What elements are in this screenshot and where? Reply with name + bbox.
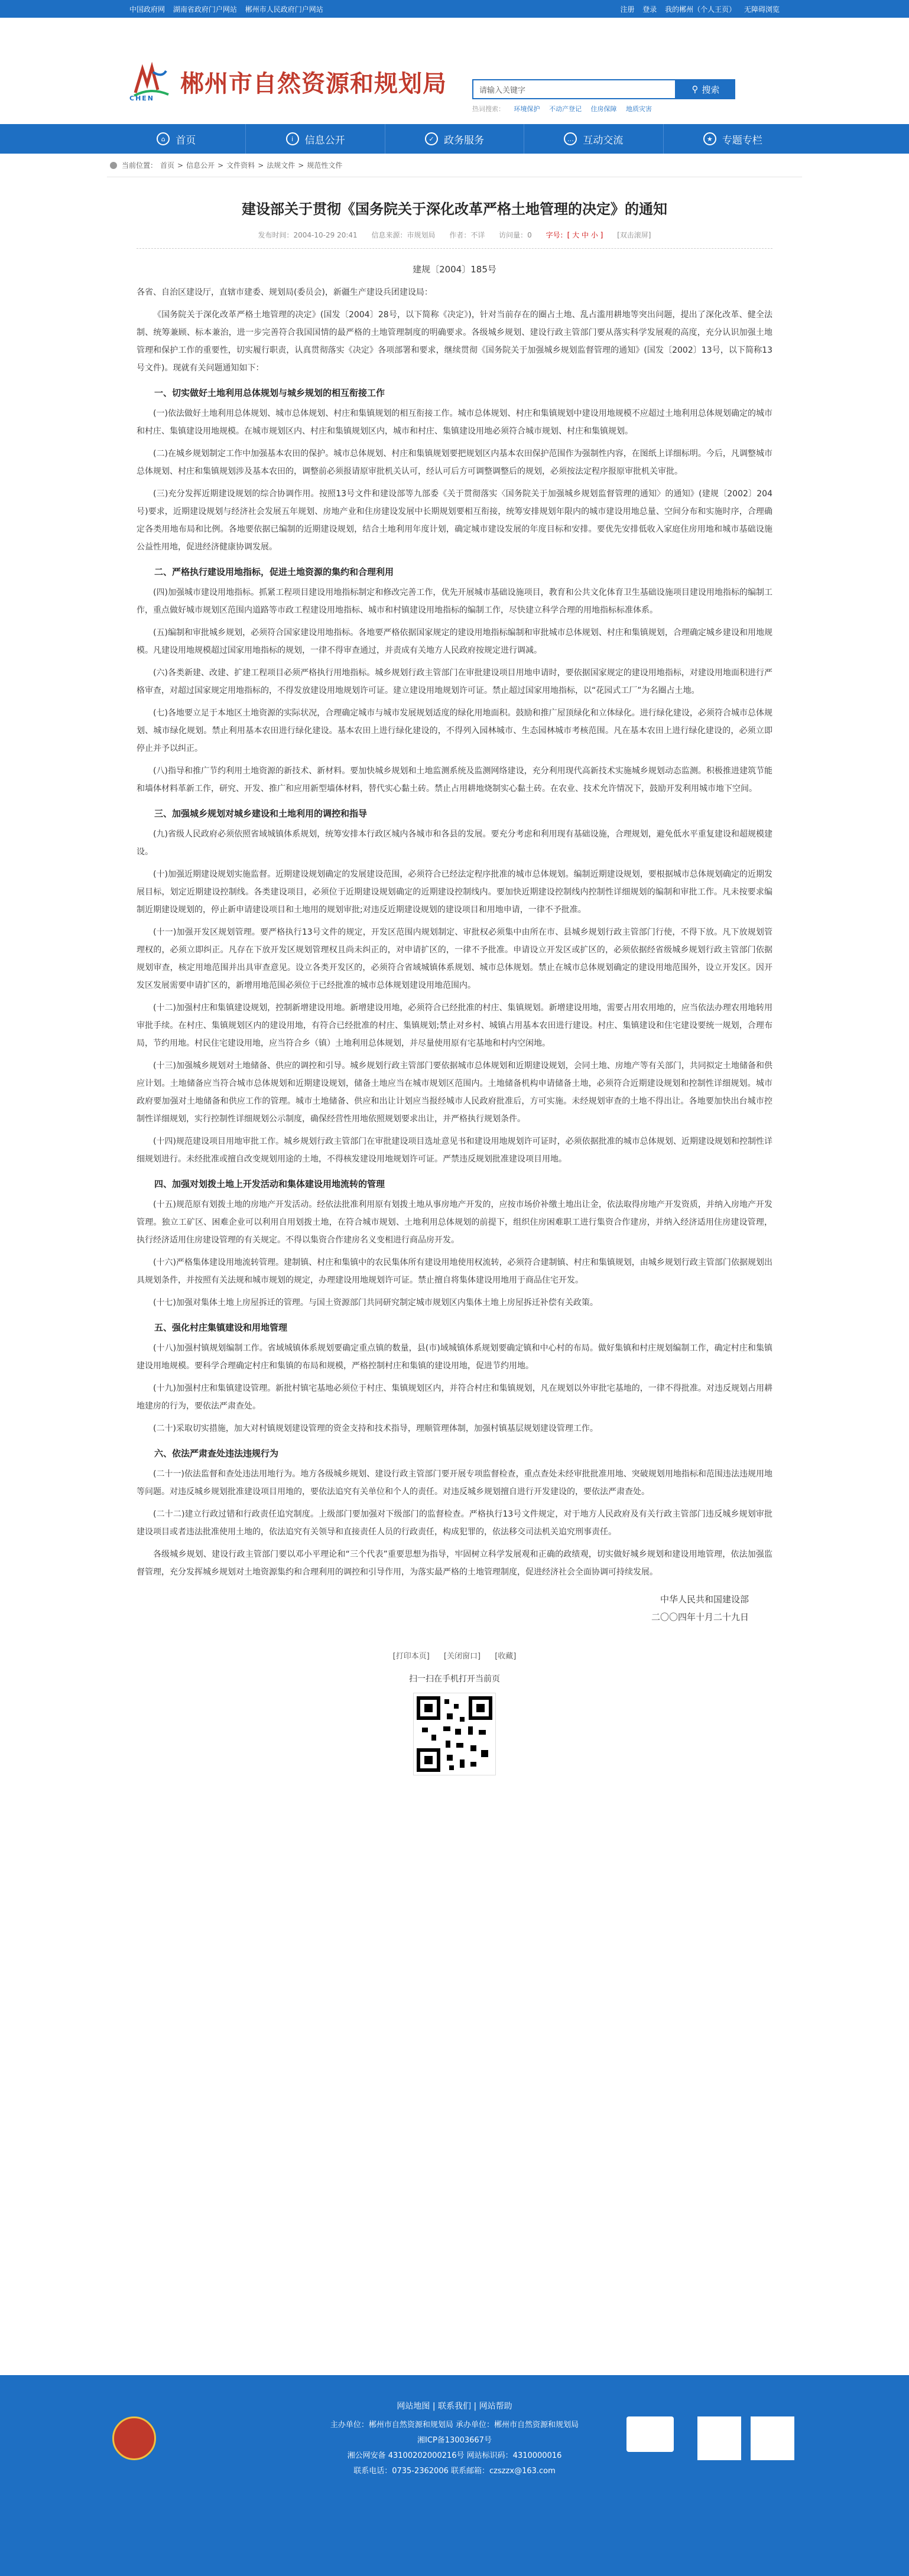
sign-org: 中华人民共和国建设部 [660, 1594, 749, 1605]
chat-icon: … [564, 132, 577, 145]
service-icon: ✓ [425, 132, 438, 145]
register-link[interactable]: 注册 [620, 5, 635, 14]
signature [137, 1591, 772, 1626]
section-paragraph: (十二)加强村庄和集镇建设规划，控制新增建设用地。新增建设用地，必须符合已经批准的村庄、集镇规划。新增建设用地，需要占用农用地的，应当依法办理农用地转用审批手续。在村庄、集镇规划区内的建设用地，有符合已经批准的村庄、集镇规划;禁止对乡村、城镇占用基本农田进行建设。村庄、集镇建设和住宅建设要统一规划，合理布局，节约用地。村民住宅建设用地，应当符合乡（镇）土地利用总体规划，并尽量使用原有宅基地和村内空闲地。 [137, 1003, 772, 1048]
print-button[interactable]: [打印本页] [392, 1652, 430, 1661]
breadcrumb-item[interactable]: 首页 [160, 161, 175, 170]
footer-info-line: 湘公网安备 43100202000216号 网站标识码：4310000016 [347, 2451, 562, 2460]
hot-words-label: 热词搜索： [472, 105, 505, 113]
search-icon: ⚲ [692, 84, 699, 95]
breadcrumb-item[interactable]: 信息公开 [186, 161, 215, 170]
breadcrumb-item[interactable]: 法规文件 [267, 161, 296, 170]
section-paragraph: (十一)加强开发区规划管理。要严格执行13号文件的规定，开发区范围内规划制定、审批权必须集中由所在市、县城乡规划行政主管部门行使，不得下放。凡下放规划管理权的，必须立即纠正。凡存在下放开发区规划管理权且尚未纠正的，对申请扩区的，一律不予批准。申请设立开发区或扩区的，必须依据经省级城乡规划行政主管部门依据规划审查，核定用地范围并出具审查意见。设立各类开发区的，必须符合省域城镇体系规划、城市总体规划。禁止在城市总体规划确定的建设用地范围外，设立开发区。因开发区发展需要申请扩区的，新增用地范围必须位于已经批准的城市总体规划建设用地范围内。 [137, 928, 772, 990]
section-heading: 四、加强对划拨土地上开发活动和集体建设用地流转的管理 [154, 1179, 385, 1189]
footer-info-line: 主办单位：郴州市自然资源和规划局 承办单位：郴州市自然资源和规划局 [330, 2421, 579, 2429]
favorite-button[interactable]: [收藏] [495, 1652, 517, 1661]
section-paragraph: (十三)加强城乡规划对土地储备、供应的调控和引导。城乡规划行政主管部门要依据城市总体规划和近期建设规划，会同土地、房地产等有关部门，共同拟定土地储备和供应计划。土地储备应当符合城市总体规划和近期建设规划，储备土地应当在城市规划区范围内。土地储备机构申请储备土地，必须符合近期建设规划和控制性详细规划。城市政府要加强对土地储备和供应工作的管理。城市土地储备、供应和出让计划应当报经城市人民政府批准后，方可实施。未经规划审查的土地不得出让。各地要加快出台城市控制性详细规划，实行控制性详细规划公示制度，确保经营性用地依照规划要求出让，并严格执行规划条件。 [137, 1061, 772, 1124]
section-paragraph: (八)指导和推广节约利用土地资源的新技术、新材料。要加快城乡规划和土地监测系统及监测网络建设，充分利用现代高新技术实施城乡规划动态监测。积极推进建筑节能和墙体材料革新工作，研究、开发、推广和应用新型墙体材料，替代实心黏土砖。禁止占用耕地烧制实心黏土砖。在农业、技术允许情况下，鼓励开发利用城市地下空间。 [137, 766, 772, 793]
section-paragraph: (三)充分发挥近期建设规划的综合协调作用。按照13号文件和建设部等九部委《关于贯彻落实〈国务院关于加强城乡规划监督管理的通知〉的通知》(建规〔2002〕204号)要求，近期建设规划与经济社会发展五年规划、房地产业和住房建设发展中长期规划要相互衔接，统筹安排规划年限内的城市建设用地总量、空间分布和实施时序，合理确定各类用地布局和比例。各地要依据已编制的近期建设规划，结合土地利用年度计划，确定城市建设发展的年度目标和安排。要优先安排低收入家庭住房用地和城市基础设施公益性用地，促进经济健康协调发展。 [137, 489, 772, 552]
hot-word[interactable]: 住房保障 [590, 105, 617, 113]
top-bar [0, 0, 909, 18]
top-link[interactable]: 中国政府网 [129, 5, 165, 14]
meta-views: 访问量：0 [499, 231, 532, 239]
section-paragraph: (十七)加强对集体土地上房屋拆迁的管理。与国土资源部门共同研究制定城市规划区内集体土地上房屋拆迁补偿有关政策。 [153, 1298, 598, 1307]
hot-word[interactable]: 地质灾害 [626, 105, 652, 113]
search-button-label: 搜索 [702, 84, 720, 95]
section-paragraph: (十八)加强村镇规划编制工作。省域城镇体系规划要确定重点镇的数量，县(市)域城镇体系规划要确定镇和中心村的布局。做好集镇和村庄规划编制工作，确定村庄和集镇建设用地规模。要科学合理确定村庄和集镇的布局和规模，严格控制村庄和集镇的建设用地，促进节约用地。 [137, 1344, 772, 1371]
scroll-toggle[interactable]: [双击滚屏] [617, 231, 651, 239]
location-icon [110, 162, 117, 169]
top-link[interactable]: 湖南省政府门户网站 [173, 5, 237, 14]
gov-emblem-icon [112, 2416, 156, 2460]
meta-source: 信息来源：市规划局 [371, 231, 436, 239]
section-heading: 二、严格执行建设用地指标，促进土地资源的集约和合理利用 [154, 567, 394, 577]
section-heading: 六、依法严肃查处违法违规行为 [154, 1448, 279, 1459]
breadcrumb-label: 当前位置： [122, 161, 158, 170]
article-title: 建设部关于贯彻《国务院关于深化改革严格土地管理的决定》的通知 [242, 201, 667, 217]
section-paragraph: (二十)采取切实措施，加大对村镇规划建设管理的资金支持和技术指导，理顺管理体制，加强村镇基层规划建设管理工作。 [153, 1424, 598, 1433]
salutation: 各省、自治区建设厅，直辖市建委、规划局(委员会)，新疆生产建设兵团建设局： [137, 288, 433, 297]
nav-info[interactable] [246, 124, 385, 154]
nav-label: 互动交流 [583, 134, 624, 147]
footer-info-line: 湘ICP备13003667号 [417, 2436, 492, 2445]
section-paragraph: (七)各地要立足于本地区土地资源的实际状况，合理确定城市与城市发展规划适度的绿化用地面积。鼓励和推广屋顶绿化和立体绿化。进行绿化建设，必须符合城市总体规划、城市绿化规划。禁止利用基本农田进行绿化建设。基本农田上进行绿化建设的，不得列入园林城市、生态园林城市考核范围。凡在基本农田上进行绿化建设的，必须立即停止并予以纠正。 [137, 708, 772, 753]
nav-label: 首页 [176, 134, 196, 147]
qr-code-icon [413, 1693, 496, 1775]
close-button[interactable]: [关闭窗口] [443, 1652, 481, 1661]
closing-paragraph: 各级城乡规划、建设行政主管部门要以邓小平理论和“三个代表”重要思想为指导，牢固树立科学发展观和正确的政绩观，切实做好城乡规划和建设用地管理，依法加强监督管理，充分发挥城乡规划对土地资源集约和合理利用的调控和引导作用，为落实最严格的土地管理制度，促进经济社会全面协调可持续发展。 [137, 1550, 772, 1577]
nav-label: 政务服务 [444, 134, 485, 147]
logo-sub-text: CHEN [129, 95, 154, 102]
section-paragraph: (十)加强近期建设规划实施监督。近期建设规划确定的发展建设范围，必须符合已经法定程序批准的城市总体规划。编制近期建设规划，要根据城市总体规划确定的近期发展目标，划定近期建设控制线。各类建设项目，必须位于近期建设规划确定的近期建设控制线内。要加快近期建设控制线内控制性详细规划的编制和审批工作。凡未按要求编制近期建设规划的，停止新申请建设项目和土地用的规划审批;对违反近期建设规划的建设项目和用地申请，一律不予批准。 [137, 870, 772, 915]
meta-date: 发布时间：2004-10-29 20:41 [258, 231, 358, 239]
footer [0, 2375, 909, 2576]
main-nav [0, 124, 909, 154]
nav-interact[interactable] [524, 124, 663, 154]
section-paragraph: (九)省级人民政府必须依照省域城镇体系规划，统筹安排本行政区城内各城市和各县的发展。要充分考虑和利用现有基础设施，合理规划，避免低水平重复建设和超规模建设。 [137, 830, 772, 857]
top-links-left [129, 4, 329, 14]
section-paragraph: (十九)加强村庄和集镇建设管理。新批村镇宅基地必须位于村庄、集镇规划区内，并符合村庄和集镇规划，凡在规划以外审批宅基地的，一律不得批准。对违反规划占用耕地建房的行为，要依法严肃查处。 [137, 1384, 772, 1411]
article-sections [137, 386, 772, 1541]
section-paragraph: (五)编制和审批城乡规划，必须符合国家建设用地指标。各地要严格依据国家规定的建设用地指标编制和审批城市总体规划、村庄和集镇规划，合理确定城乡建设和用地规模。凡建设用地规模超过国家用地指标的规划，一律不得审查通过，并责成有关地方人民政府按规定进行调减。 [137, 628, 772, 655]
weibo-qr-icon [751, 2416, 794, 2460]
font-size-control[interactable]: 字号：[ 大 中 小 ] [546, 231, 603, 239]
breadcrumb: 当前位置： 首页 > 信息公开 > 文件资料 > 法规文件 > 规范性文件 [107, 154, 802, 177]
article [107, 177, 802, 1775]
logo-icon [129, 60, 172, 103]
section-paragraph: (一)依法做好土地利用总体规划、城市总体规划、村庄和集镇规划的相互衔接工作。城市总体规划、村庄和集镇规划中建设用地规模不应超过土地利用总体规划确定的城市和村庄、集镇建设用地规模。在城市规划区内、村庄和集镇规划区内，城市和村庄、集镇建设用地必须符合城市规划、村庄和集镇规划。 [137, 409, 772, 436]
section-paragraph: (二)在城乡规划制定工作中加强基本农田的保护。城市总体规划、村庄和集镇规划要把规划区内基本农田保护范围作为强制性内容，在图纸上详细标明。今后，凡调整城市总体规划、村庄和集镇规划涉及基本农田的，调整前必须报请原审批机关认可，经认可后方可调整调整后的规划，必须按法定程序报原审批机关审批。 [137, 449, 772, 476]
doc-number: 建规〔2004〕185号 [413, 264, 496, 275]
hot-words [472, 104, 659, 113]
section-paragraph: (十六)严格集体建设用地流转管理。建制镇、村庄和集镇中的农民集体所有建设用地使用权流转，必须符合建制镇、村庄和集镇规划，由城乡规划行政主管部门依据规划出具规划条件，并按照有关法规和城市规划的规定，办理建设用地规划许可证。禁止擅自将集体建设用地用于商品住宅开发。 [137, 1258, 772, 1285]
accessibility-link[interactable]: 无障碍浏览 [744, 5, 780, 14]
footer-links[interactable]: 网站地图 | 联系我们 | 网站帮助 [397, 2402, 512, 2411]
info-icon: i [286, 132, 299, 145]
section-paragraph: (十四)规范建设项目用地审批工作。城乡规划行政主管部门在审批建设项目选址意见书和建设用地规划许可证时，必须依据批准的城市总体规划、近期建设规划和控制性详细规划进行。未经批准或擅自改变规划用途的土地，不得核发建设用地规划许可证。严禁违反规划批准建设项目用地。 [137, 1137, 772, 1164]
section-paragraph: (六)各类新建、改建、扩建工程项目必须严格执行用地指标。城乡规划行政主管部门在审批建设项目用地申请时，要依据国家规定的建设用地指标，对建设用地面积进行严格审查，对超过国家规定用地指标的，不得发放建设用地规划许可证。建立建设用地规划许可证。禁止超过国家用地指标，以“花园式工厂”为名圈占土地。 [137, 668, 772, 695]
top-link[interactable]: 郴州市人民政府门户网站 [245, 5, 323, 14]
article-tools [137, 1650, 772, 1661]
meta-author: 作者：不详 [449, 231, 485, 239]
qr-label: 扫一扫在手机打开当前页 [409, 1674, 500, 1684]
nav-label: 专题专栏 [722, 134, 762, 147]
intro-paragraph: 《国务院关于深化改革严格土地管理的决定》(国发〔2004〕28号，以下简称《决定》)，针对当前存在的圈占土地、乱占滥用耕地等突出问题，提出了深化改革、健全法制、统筹兼顾、标本兼治，进一步完善符合我国国情的最严格的土地管理制度的明确要求。各级城乡规划、建设行政主管部门要从落实科学发展观的高度，充分认识加强土地管理和保护工作的重要性，切实履行职责，认真贯彻落实《决定》各项部署和要求，继续贯彻《国务院关于加强城乡规划监督管理的通知》(国发〔2002〕13号，以下简称13号文件)。现就有关问题通知如下： [137, 310, 772, 373]
breadcrumb-item[interactable]: 文件资料 [226, 161, 255, 170]
footer-info-line: 联系电话：0735-2362006 联系邮箱：czszzx@163.com [353, 2467, 556, 2476]
site-name: 郴州市自然资源和规划局 [180, 69, 447, 97]
site-logo[interactable] [129, 60, 447, 103]
section-paragraph: (十五)规范原有划拨土地的房地产开发活动。经依法批准利用原有划拨土地从事房地产开发的，应按市场价补缴土地出让金，依法取得房地产开发资质，并纳入房地产开发管理。独立工矿区、困难企业可以利用自用划拨土地，在符合城市规划、土地利用总体规划的前提下，组织住房困难职工进行集资合作建房，并纳入经济适用住房建设管理，执行经济适用住房建设管理的有关规定。不得以集资合作建房名义变相进行商品房开发。 [137, 1200, 772, 1245]
search-input[interactable]: 请输入关键字 [472, 79, 676, 99]
header [129, 18, 780, 124]
login-link[interactable]: 登录 [642, 5, 657, 14]
breadcrumb-item[interactable]: 规范性文件 [307, 161, 343, 170]
sign-date: 二〇〇四年十月二十九日 [651, 1612, 749, 1622]
hot-word[interactable]: 环境保护 [514, 105, 540, 113]
hot-word[interactable]: 不动产登记 [549, 105, 582, 113]
search-button[interactable] [676, 79, 735, 99]
nav-topics[interactable] [664, 124, 802, 154]
section-heading: 三、加强城乡规划对城乡建设和土地利用的调控和指导 [154, 808, 368, 819]
star-icon: ★ [703, 132, 716, 145]
section-heading: 五、强化村庄集镇建设和用地管理 [154, 1322, 288, 1333]
nav-label: 信息公开 [304, 134, 345, 147]
top-links-right [614, 4, 780, 14]
section-heading: 一、切实做好土地利用总体规划与城乡规划的相互衔接工作 [154, 388, 385, 398]
section-paragraph: (二十二)建立行政过错和行政责任追究制度。上级部门要加强对下级部门的监督检查。严格执行13号文件规定，对于地方人民政府及有关行政主管部门违反城乡规划审批建设项目或者违法批准使用土地的，依法追究有关领导和直接责任人员的行政责任，构成犯罪的，依法移交司法机关追究刑事责任。 [137, 1510, 772, 1537]
search-bar [472, 79, 735, 99]
nav-service[interactable] [385, 124, 524, 154]
nav-home[interactable] [107, 124, 246, 154]
home-icon: ⌂ [157, 132, 170, 145]
section-paragraph: (二十一)依法监督和查处违法用地行为。地方各级城乡规划、建设行政主管部门要开展专项监督检查，重点查处未经审批批准用地、突破规划用地指标和范围违法违规用地等问题。对违反城乡规划批准建设项目用地的，要依法追究有关单位和个人的责任。对违反城乡规划擅自进行开发建设的，要依法严肃查处。 [137, 1469, 772, 1497]
section-paragraph: (四)加强城市建设用地指标。抓紧工程项目建设用地指标制定和修改完善工作，优先开展城市基础设施项目，教育和公共文化体育卫生基础设施项目建设用地指标的编制工作，重点做好城市规划区范围内道路等市政工程建设用地指标、城市和村镇建设用地指标的编制工作，尽快建立科学合理的用地指标标准体系。 [137, 588, 772, 615]
article-meta [137, 230, 772, 249]
wechat-qr-icon [697, 2416, 741, 2460]
error-report-badge-icon[interactable] [626, 2416, 674, 2452]
my-page-link[interactable]: 我的郴州（个人王页） [665, 5, 736, 14]
